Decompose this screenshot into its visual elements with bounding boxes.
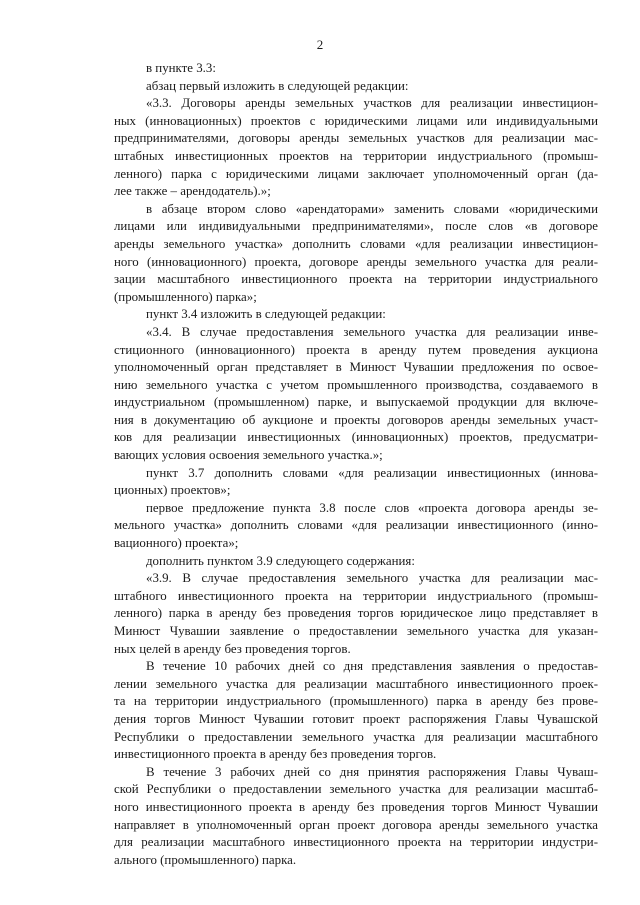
text-line: первое предложение пункта 3.8 после слов «проекта договора аренды зе- [146,500,598,515]
text-line: вационного) проекта»; [114,536,239,551]
text-line: ния в документацию об аукционе и проекты договоров аренды земельных участ- [114,412,598,427]
text-line: В течение 3 рабочих дней со дня принятия распоряжения Главы Чуваш- [146,764,598,779]
text-line: дополнить пунктом 3.9 следующего содержания: [146,553,415,568]
text-line: лении земельного участка для реализации масштабного инвестиционного проек- [114,676,598,691]
text-line: мельного участка» дополнить словами «для реализации инвестиционного (инно- [114,518,598,533]
text-line: зации масштабного инвестиционного проекта на территории индустриального [114,272,598,287]
text-line: Минюст Чувашии заявление о предоставлении земельного участка для указан- [114,624,598,638]
text-line: «3.9. В случае предоставления земельного участка для реализации мас- [146,571,598,586]
text-line: лее также – арендодатель).»; [114,184,271,199]
text-line: лицами или индивидуальными предпринимателями», после слов «в договоре [114,219,598,234]
text-line: ального (промышленного) парка. [114,852,297,867]
text-line: уполномоченный орган представляет в Минюст Чувашии предложения по освое- [114,360,598,375]
text-line: ленного) парка с юридическими лицами заключает уполномоченный орган (да- [114,166,598,181]
text-line: ционных) проектов»; [114,483,231,498]
text-line: Республики о предоставлении земельного участка для реализации масштабного [114,729,598,744]
text-line: ской Республики о предоставлении земельного участка для реализации масштаб- [114,782,598,797]
text-line: направляет в уполномоченный орган проект договора аренды земельного участка [114,817,598,832]
text-line: ных (инновационных) проектов с юридическими лицами или индивидуальными [114,113,598,128]
text-line: стиционного (инновационного) проекта в аренду путем проведения аукциона [114,342,598,357]
text-line: штабных инвестиционных проектов на территории индустриального (промыш- [114,148,598,163]
text-line: в абзаце втором слово «арендаторами» заменить словами «юридическими [146,201,598,216]
text-line: та на территории индустриального (промышленного) парка в аренду без прове- [114,694,598,709]
text-line: нию земельного участка с учетом промышленного производства, создаваемого в [114,377,598,392]
text-line: «3.4. В случае предоставления земельного участка для реализации инве- [146,324,598,339]
text-line: ного (инновационного) проекта, договоре аренды земельного участка для реали- [114,254,598,269]
text-line: для реализации масштабного инвестиционного проекта на территории индустри- [114,835,598,850]
text-line: штабного инвестиционного проекта на территории индустриального (промыш- [114,588,598,603]
text-line: ных целей в аренду без проведения торгов. [114,641,351,656]
text-line: ленного) парка в аренду без проведения торгов юридическое лицо представляет в [114,606,598,621]
text-line: ного инвестиционного проекта в аренду без проведения торгов Минюст Чувашии [114,799,598,814]
text-line: индустриальном (промышленном) парке, и выпускаемой продукции для включе- [114,395,598,410]
text-line: (промышленного) парка»; [114,289,257,304]
text-line: дения торгов Минюст Чувашии готовит проект распоряжения Главы Чувашской [114,711,598,726]
text-line: аренды земельного участка» дополнить словами «для реализации инвестицион- [114,236,598,251]
text-line: вающих условия освоения земельного участка.»; [114,448,383,463]
text-line: пункт 3.7 дополнить словами «для реализации инвестиционных (иннова- [146,465,598,480]
text-line: пункт 3.4 изложить в следующей редакции: [146,307,386,322]
text-line: В течение 10 рабочих дней со дня представления заявления о предостав- [146,659,598,674]
text-line: предпринимателями, договоры аренды земельных участков для реализации мас- [114,131,598,146]
document-body [114,60,598,869]
text-line: абзац первый изложить в следующей редакции: [146,78,409,93]
text-line: «3.3. Договоры аренды земельных участков для реализации инвестицион- [146,96,598,111]
text-line: инвестиционного проекта в аренду без проведения торгов. [114,747,437,762]
page-number: 2 [316,37,324,52]
text-line: в пункте 3.3: [146,61,216,75]
text-line: ков для реализации инвестиционных (инновационных) проектов, предусматри- [114,430,598,445]
